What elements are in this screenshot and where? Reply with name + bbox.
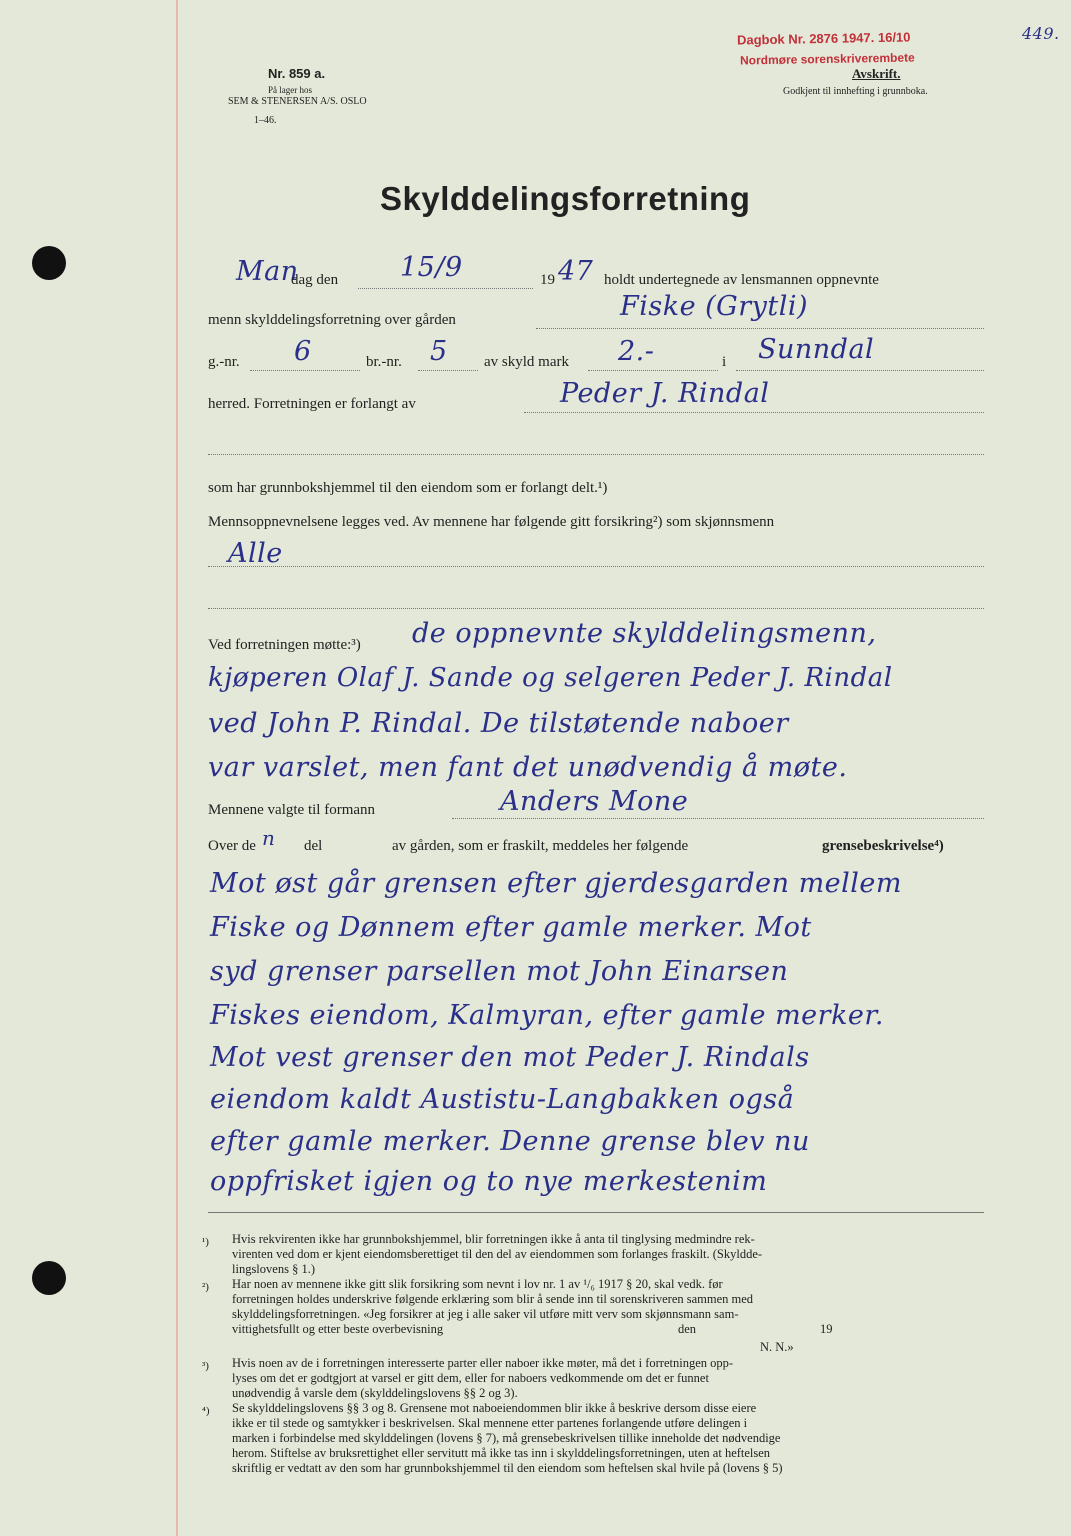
skyld-handwritten: 2.-: [618, 336, 655, 367]
gnr-label: g.-nr.: [208, 354, 240, 370]
municipality-handwritten: Sunndal: [758, 334, 875, 365]
bnr-label: br.-nr.: [366, 354, 402, 370]
publisher: SEM & STENERSEN A/S. OSLO: [228, 96, 367, 107]
copy-label: Avskrift.: [852, 66, 901, 81]
weekday-handwritten: Man: [236, 256, 299, 287]
skyld-label: av skyld mark: [484, 354, 569, 370]
bnr-handwritten: 5: [430, 336, 448, 367]
footnote-4-line-5: skriftlig er vedtatt av den som har grunnbokshjemmel til den eiendom som heftelsen skal hvile på (lovens § 5): [232, 1461, 783, 1475]
margin-line: [176, 0, 178, 1536]
boundary-line-4: Fiskes eiendom, Kalmyran, efter gamle merker.: [210, 1000, 884, 1031]
footnote-4-marker: ⁴): [202, 1405, 210, 1417]
footnote-1-line-2: virenten ved dom er kjent eiendomsberettiget til den del av eiendommen som forlanges fraskilt. (Skyldde-: [232, 1247, 763, 1261]
weekday-label: dag den: [291, 272, 339, 288]
footnote-1-line-3: lingslovens § 1.): [232, 1262, 315, 1276]
footnote-2-line-1: Har noen av mennene ikke gitt slik forsikring som nevnt i lov nr. 1 av ¹/₆ 1917 § 20, skal vedk. før: [232, 1277, 723, 1291]
footnote-3-line-1: Hvis noen av de i forretningen interesserte parter eller naboer ikke møter, må det i forretningen opp-: [232, 1356, 734, 1370]
footnote-2-den: den: [678, 1322, 697, 1336]
boundary-handwritten-suffix: n: [262, 826, 276, 850]
boundary-line-2: Fiske og Dønnem efter gamle merker. Mot: [210, 912, 812, 943]
i-label: i: [722, 354, 727, 370]
boundary-label-a: Over de: [208, 838, 256, 854]
foreman-handwritten: Anders Mone: [500, 786, 689, 817]
court-stamp: Nordmøre sorenskriverembete: [739, 50, 915, 68]
row2-label: menn skylddelingsforretning over gården: [208, 312, 456, 328]
boundary-line-6: eiendom kaldt Austistu-Langbakken også: [210, 1084, 795, 1115]
footnote-2-line-2: forretningen holdes underskrive følgende erklæring som blir å sende inn til sorenskriveren sammen med: [232, 1292, 754, 1306]
stock-line: På lager hos: [268, 85, 312, 95]
approval-text: Godkjent til innhefting i grunnboka.: [783, 86, 928, 97]
row1-text: holdt undertegnede av lensmannen oppnevnte: [604, 272, 879, 288]
boundary-line-5: Mot vest grenser den mot Peder J. Rindals: [210, 1042, 810, 1073]
row5-text: som har grunnbokshjemmel til den eiendom som er forlangt delt.¹): [208, 480, 608, 496]
footnote-3-marker: ³): [202, 1360, 209, 1372]
date-handwritten: 15/9: [400, 252, 463, 283]
boundary-label-bold: grensebeskrivelse⁴): [822, 838, 944, 854]
punch-hole-bottom: [32, 1261, 66, 1295]
footnote-2-line-4: vittighetsfullt og etter beste overbevisning: [232, 1322, 444, 1336]
edition: 1–46.: [254, 115, 277, 126]
diary-stamp: Dagbok Nr. 2876 1947. 16/10: [736, 29, 911, 48]
year-handwritten: 47: [558, 256, 594, 287]
attendees-label: Ved forretningen møtte:³): [208, 637, 361, 653]
attendees-line-2: kjøperen Olaf J. Sande og selgeren Peder J. Rindal: [208, 663, 893, 693]
attendees-line-1: de oppnevnte skylddelingsmenn,: [412, 618, 877, 649]
row4-label: herred. Forretningen er forlangt av: [208, 396, 416, 412]
footnote-4-line-3: marken i forbindelse med skylddelingen (lovens § 7), må grensebeskrivelsen tillike inneholde det nødvendige: [232, 1431, 781, 1445]
gnr-handwritten: 6: [294, 336, 312, 367]
farm-handwritten: Fiske (Grytli): [620, 291, 809, 322]
boundary-label-b: del: [304, 838, 323, 854]
boundary-line-8: oppfrisket igjen og to nye merkestenim: [210, 1166, 768, 1197]
footnote-2-nn: N. N.»: [760, 1340, 794, 1354]
footnote-2-year: 19: [820, 1322, 833, 1336]
boundary-line-1: Mot øst går grensen efter gjerdesgarden mellem: [210, 868, 903, 899]
requester-handwritten: Peder J. Rindal: [560, 378, 770, 409]
witnesses-handwritten: Alle: [228, 538, 283, 569]
footnote-1-line-1: Hvis rekvirenten ikke har grunnbokshjemmel, blir forretningen ikke å anta til tinglysing medmindre rek-: [232, 1232, 755, 1246]
footnote-1-marker: ¹): [202, 1236, 209, 1248]
footnote-2-line-3: skylddelingsforretningen. «Jeg forsikrer at jeg i alle saker vil utføre mitt verv som skjønnsmann sam-: [232, 1307, 739, 1321]
boundary-line-3: syd grenser parsellen mot John Einarsen: [210, 956, 789, 987]
foreman-label: Mennene valgte til formann: [208, 802, 376, 818]
footnote-3-line-3: unødvendig å varsle dem (skylddelingslovens §§ 2 og 3).: [232, 1386, 518, 1400]
boundary-label-c: av gården, som er fraskilt, meddeles her følgende: [392, 838, 689, 854]
row6-text: Mennsoppnevnelsene legges ved. Av mennene har følgende gitt forsikring²) som skjønnsmenn: [208, 514, 775, 530]
attendees-line-4: var varslet, men fant det unødvendig å møte.: [208, 752, 848, 783]
year-prefix: 19: [540, 272, 555, 288]
document-title: Skylddelingsforretning: [380, 180, 751, 217]
footnote-4-line-4: herom. Stiftelse av bruksrettighet eller servitutt må ikke tas inn i skylddelingsforretningen, uten at heftelsen: [232, 1446, 771, 1460]
form-number: Nr. 859 a.: [268, 66, 326, 81]
footnote-4-line-2: ikke er til stede og samtykker i beskrivelsen. Skal mennene etter partenes forlangende utføre delingen i: [232, 1416, 748, 1430]
boundary-line-7: efter gamle merker. Denne grense blev nu: [210, 1126, 810, 1157]
footnote-2-marker: ²): [202, 1281, 209, 1293]
punch-hole-top: [32, 246, 66, 280]
footnote-4-line-1: Se skylddelingslovens §§ 3 og 8. Grensene mot naboeiendommen blir ikke å beskrive dersom disse eiere: [232, 1401, 757, 1415]
footnote-3-line-2: lyses om det er godtgjort at varsel er gitt dem, eller for naboers vedkommende om det er funnet: [232, 1371, 709, 1385]
footnote-divider: [208, 1212, 984, 1213]
page-number: 449.: [1022, 24, 1060, 43]
attendees-line-3: ved John P. Rindal. De tilstøtende naboer: [208, 708, 789, 739]
